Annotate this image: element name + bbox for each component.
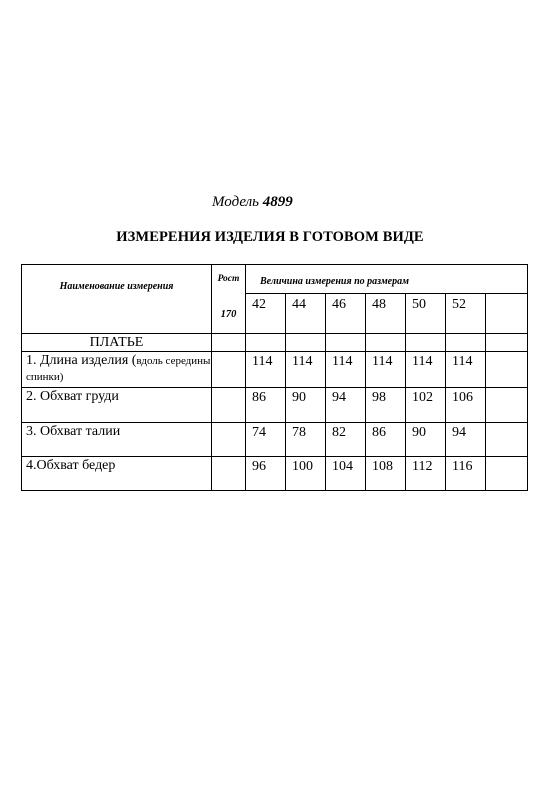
empty-cell (212, 457, 246, 491)
value-cell: 86 (366, 423, 406, 457)
model-number: 4899 (262, 194, 293, 210)
value-cell: 82 (326, 423, 366, 457)
value-cell: 90 (406, 423, 446, 457)
value-cell: 90 (286, 388, 326, 423)
empty-cell (246, 334, 286, 352)
column-header-name: Наименование измерения (22, 265, 212, 334)
table-row (22, 352, 528, 388)
page-title: ИЗМЕРЕНИЯ ИЗДЕЛИЯ В ГОТОВОМ ВИДЕ (116, 229, 424, 245)
empty-cell (212, 388, 246, 423)
value-cell: 116 (446, 457, 486, 491)
value-cell: 102 (406, 388, 446, 423)
value-cell: 78 (286, 423, 326, 457)
column-header-sizes: Величина измерения по размерам (246, 265, 528, 294)
value-cell: 114 (246, 352, 286, 388)
row-label: 4.Обхват бедер (22, 457, 212, 491)
value-cell (486, 388, 528, 423)
measurements-table (21, 264, 528, 491)
value-cell (486, 423, 528, 457)
value-cell: 114 (446, 352, 486, 388)
empty-cell (406, 334, 446, 352)
value-cell: 112 (406, 457, 446, 491)
value-cell: 96 (246, 457, 286, 491)
section-label: ПЛАТЬЕ (22, 334, 212, 352)
size-cell: 44 (286, 294, 326, 334)
empty-cell (486, 334, 528, 352)
row-label: 2. Обхват груди (22, 388, 212, 423)
value-cell: 114 (286, 352, 326, 388)
size-cell (486, 294, 528, 334)
header-row (22, 265, 528, 294)
value-cell: 74 (246, 423, 286, 457)
empty-cell (326, 334, 366, 352)
value-cell (486, 457, 528, 491)
value-cell: 114 (406, 352, 446, 388)
value-cell: 106 (446, 388, 486, 423)
model-caption (212, 194, 293, 211)
table-row (22, 423, 528, 457)
size-cell: 48 (366, 294, 406, 334)
size-cell: 46 (326, 294, 366, 334)
row-label: 1. Длина изделия (вдоль середины спинки) (22, 352, 212, 388)
table-row (22, 457, 528, 491)
value-cell: 108 (366, 457, 406, 491)
size-cell: 42 (246, 294, 286, 334)
section-row (22, 334, 528, 352)
empty-cell (286, 334, 326, 352)
value-cell: 100 (286, 457, 326, 491)
empty-cell (212, 334, 246, 352)
value-cell: 94 (446, 423, 486, 457)
empty-cell (212, 352, 246, 388)
row-label: 3. Обхват талии (22, 423, 212, 457)
empty-cell (446, 334, 486, 352)
height-value: 170 (220, 309, 237, 320)
empty-cell (212, 423, 246, 457)
size-cell: 50 (406, 294, 446, 334)
value-cell: 94 (326, 388, 366, 423)
value-cell: 86 (246, 388, 286, 423)
value-cell: 114 (366, 352, 406, 388)
empty-cell (366, 334, 406, 352)
size-cell: 52 (446, 294, 486, 334)
value-cell: 98 (366, 388, 406, 423)
height-label: Рост (217, 274, 240, 284)
value-cell (486, 352, 528, 388)
value-cell: 114 (326, 352, 366, 388)
model-label: Модель (212, 194, 260, 210)
value-cell: 104 (326, 457, 366, 491)
table-row (22, 388, 528, 423)
column-header-height (212, 265, 246, 334)
